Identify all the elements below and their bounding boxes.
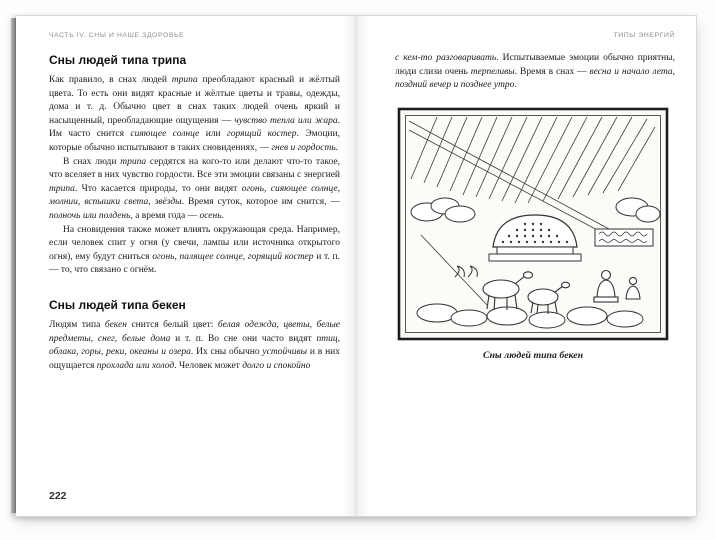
page-number: 222 — [49, 490, 67, 502]
paragraph-tripa-3: На сновидения также может влиять окружающая среда. Например, если человек спит у огня (у свечи, лампы или источника открытого огня), ему будут сниться огонь, палящее солнце, горящий костер и т. п. — то, что связано с огнём. — [49, 224, 340, 276]
tibetan-woodcut-illustration — [397, 107, 669, 341]
figure-caption: Сны людей типа бекен — [482, 349, 584, 361]
running-header-right: ТИПЫ ЭНЕРГИЙ — [613, 32, 675, 39]
heading-tripa-dreams: Сны людей типа трипа — [49, 53, 187, 67]
right-page — [395, 32, 675, 361]
paragraph-tripa-2: В снах люди трипа сердятся на кого-то или делают что-то такое, что вселяет в них чувство гордости. Все эти эмоции связаны с энергией трипа. Что касается природы, то они видят огонь, сияющее солнце, молнии, вспышки света, звёзды. Время суток, которое им снится, — полночь или полдень, а время года — осень. — [49, 156, 340, 221]
paragraph-tripa-1: Как правило, в снах людей трипа преобладают красный и жёлтый цвета. То есть они видят красные и жёлтые цветы и травы, одежды, дома и т. д. Обычно цвет в снах таких людей очень яркий и насыщенный, преобладающие ощущения — чувство тепла или жара. Им часто снится сияющее солнце или горящий костер. Эмоции, которые обычно испытывают в таких сновидениях, — гнев и гордость. — [49, 75, 340, 153]
tibetan-inscription — [595, 229, 653, 246]
book-spread — [16, 16, 696, 516]
bekan-dream-illustration — [397, 107, 669, 361]
running-header-left: ЧАСТЬ IV. СНЫ И НАШЕ ЗДОРОВЬЕ — [49, 32, 185, 39]
heading-bekan-dreams: Сны людей типа бекен — [49, 297, 186, 312]
left-page — [49, 32, 340, 373]
paragraph-bekan-1: Людям типа бекен снится белый цвет: белая одежда, цветы, белые предметы, снег, белые дома и т. п. Во сне они часто видят птиц, облака, горы, реки, океаны и озера. Их сны обычно устойчивы и в них ощущается прохлада или холод. Человек может долго и спокойно — [49, 319, 340, 371]
book-edge-shadow — [11, 18, 16, 513]
book-spine — [343, 16, 369, 516]
paragraph-bekan-continuation: с кем-то разговаривать. Испытываемые эмоции обычно приятны, люди слизи очень терпеливы. Время в снах — весна и начало лета, поздний вечер и позднее утро. — [395, 53, 675, 91]
